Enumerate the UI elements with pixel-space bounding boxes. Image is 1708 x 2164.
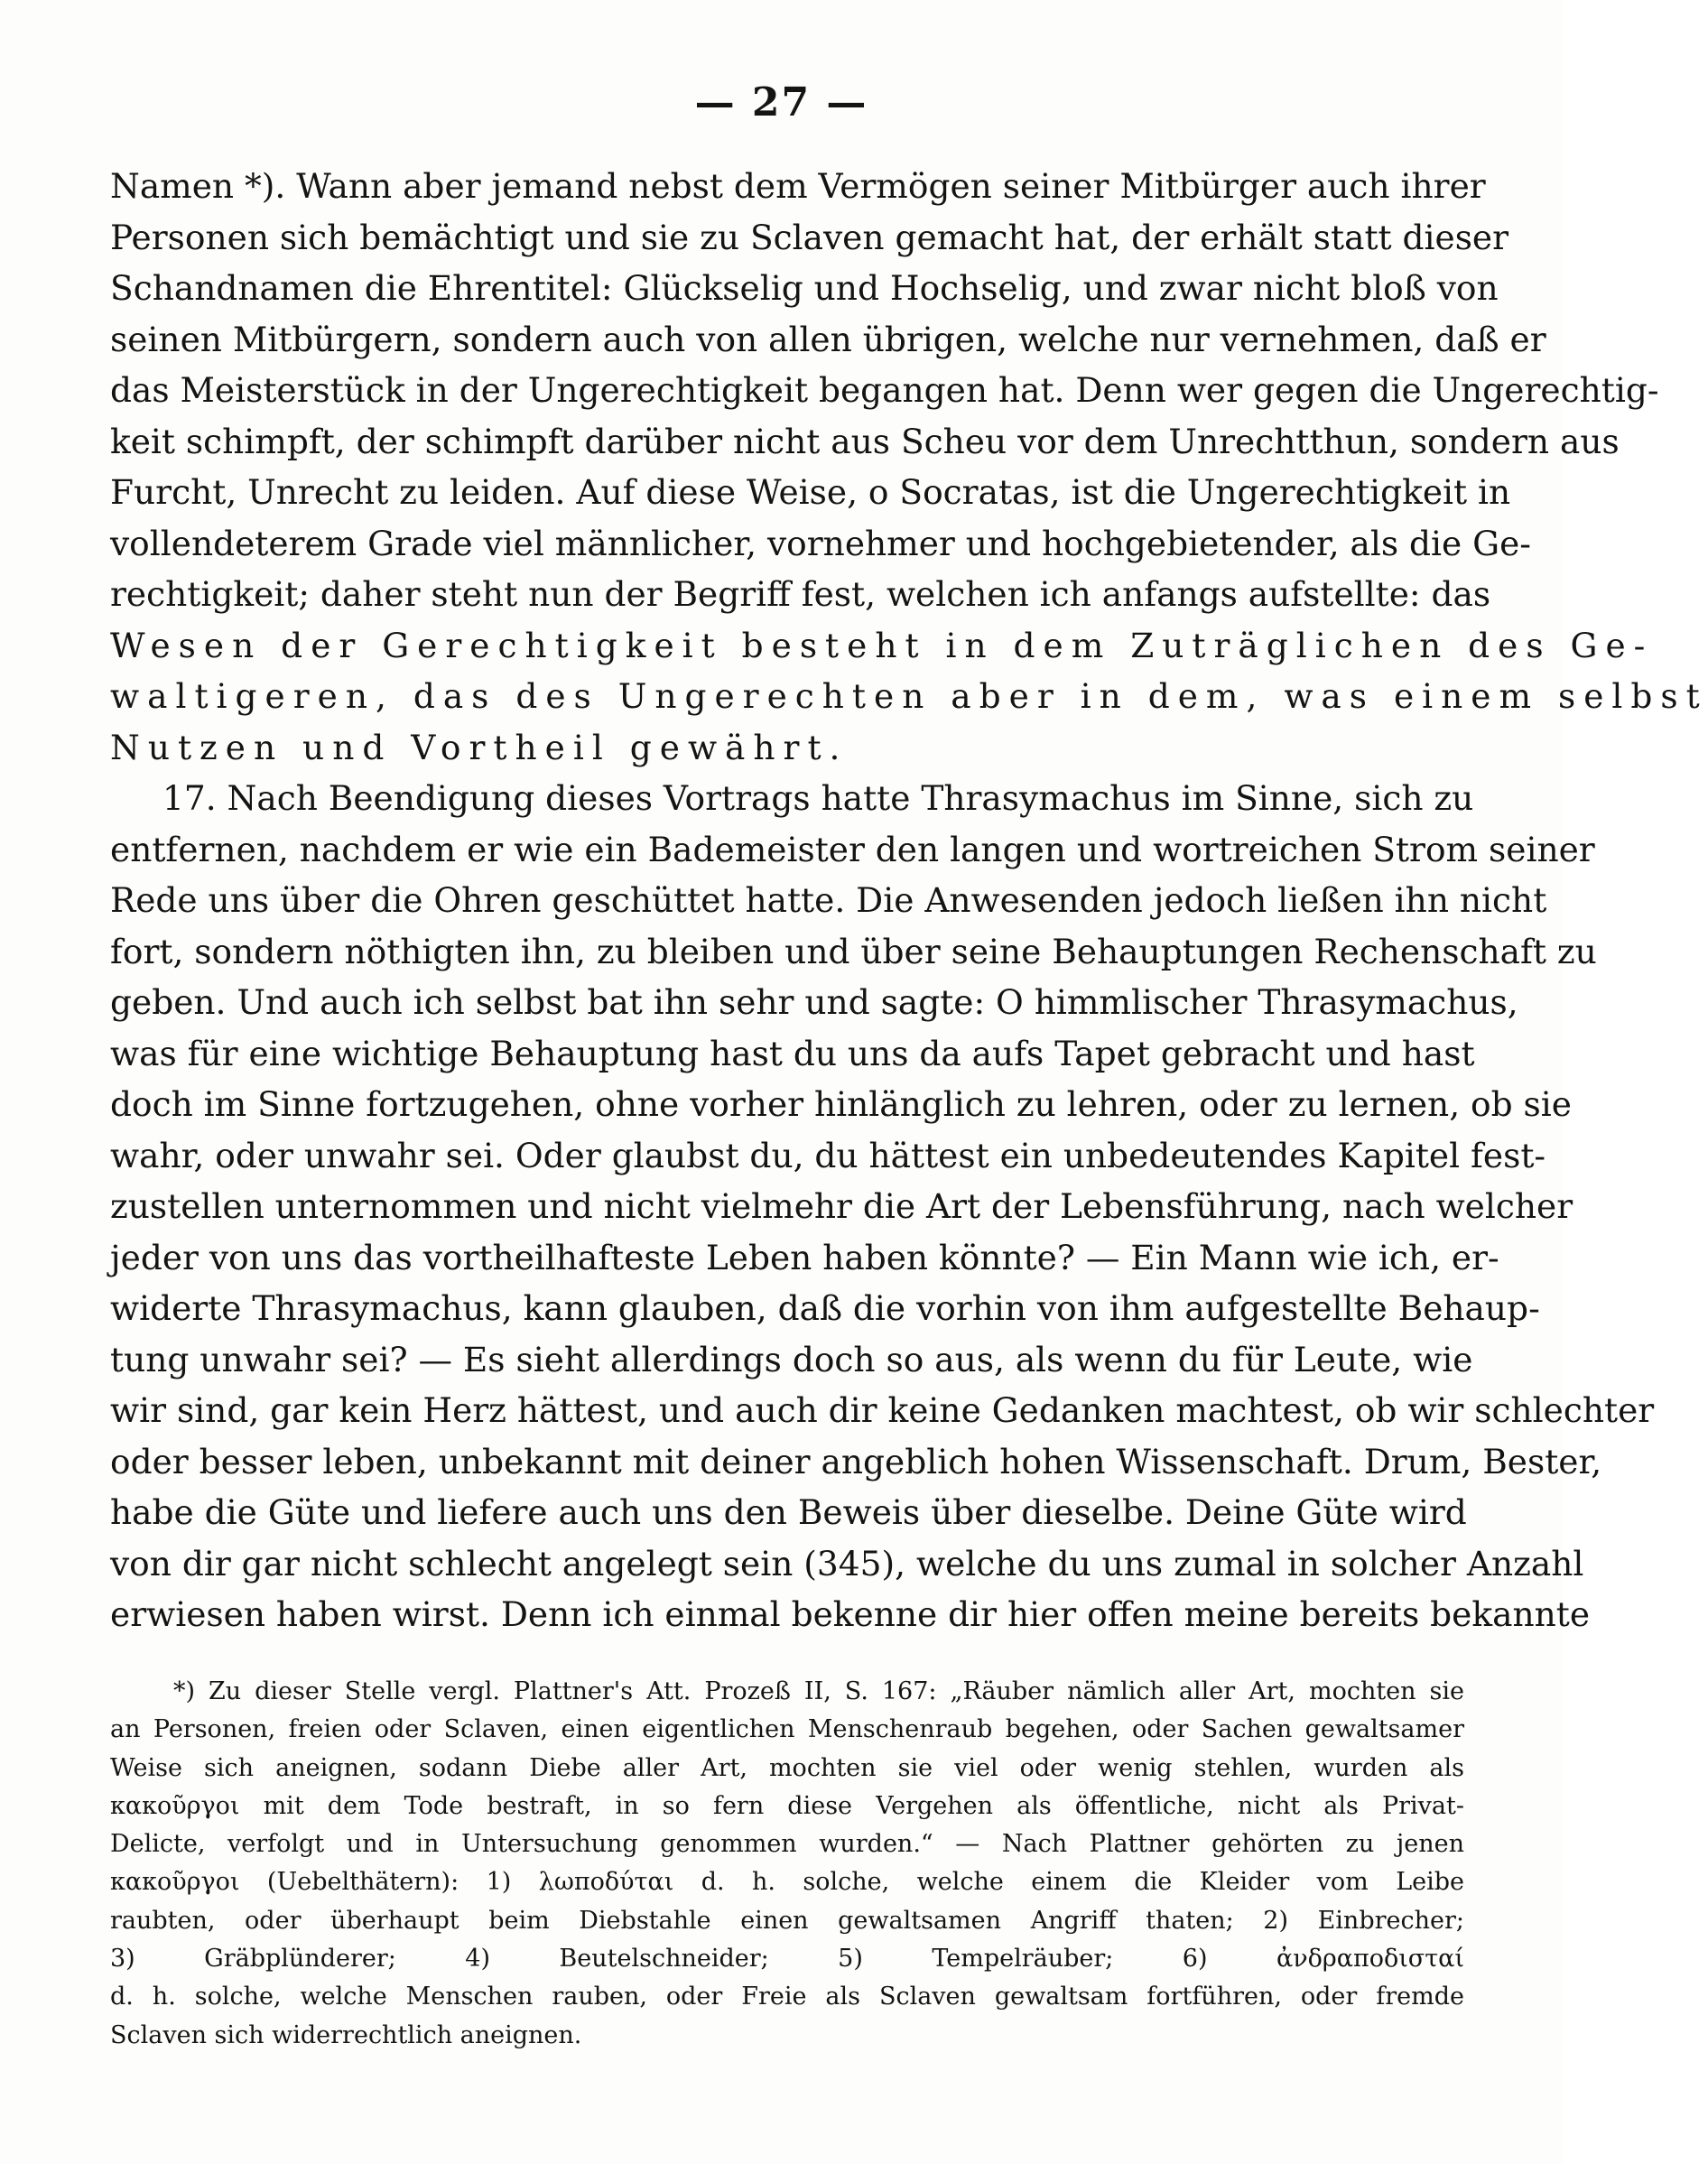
- text-line: Personen sich bemächtigt und sie zu Sclaven gemacht hat, der erhält statt dieser: [110, 217, 1509, 257]
- footnote-line: Weise sich aneignen, sodann Diebe aller Art, mochten sie viel oder wenig stehlen, wurden als: [110, 1753, 1464, 1782]
- text-line: von dir gar nicht schlecht angelegt sein (345), welche du uns zumal in solcher Anzahl: [110, 1543, 1584, 1584]
- text-line: das Meisterstück in der Ungerechtigkeit begangen hat. Denn wer gegen die Ungerechtig-: [110, 370, 1659, 410]
- text-line: Namen *). Wann aber jemand nebst dem Vermögen seiner Mitbürger auch ihrer: [110, 166, 1486, 206]
- text-line: widerte Thrasymachus, kann glauben, daß die vorhin von ihm aufgestellte Behaup-: [110, 1288, 1540, 1328]
- footnote-divider: [110, 1632, 1464, 1633]
- emphasized-text-line: Nutzen und Vortheil gewährt.: [110, 727, 849, 767]
- footnote-line: raubten, oder überhaupt beim Diebstahle einen gewaltsamen Angriff thaten; 2) Einbrecher;: [110, 1906, 1464, 1935]
- text-line: tung unwahr sei? — Es sieht allerdings doch so aus, als wenn du für Leute, wie: [110, 1339, 1473, 1379]
- text-line: seinen Mitbürgern, sondern auch von allen übrigen, welche nur vernehmen, daß er: [110, 319, 1546, 359]
- text-line: habe die Güte und liefere auch uns den Beweis über dieselbe. Deine Güte wird: [110, 1492, 1467, 1532]
- main-text: [110, 161, 1708, 1640]
- footnote-line: κακοῦργοι (Uebelthätern): 1) λωποδύται d. h. solche, welche einem die Kleider vom Leibe: [110, 1868, 1464, 1897]
- text-line: Furcht, Unrecht zu leiden. Auf diese Weise, o Socratas, ist die Ungerechtigkeit in: [110, 472, 1511, 512]
- footnote-line: Sclaven sich widerrechtlich aneignen.: [110, 2020, 582, 2049]
- footnote: [110, 1673, 1464, 2055]
- text-line: erwiesen haben wirst. Denn ich einmal bekenne dir hier offen meine bereits bekannte: [110, 1594, 1591, 1634]
- footnote-line: *) Zu dieser Stelle vergl. Plattner's Att. Prozeß II, S. 167: „Räuber nämlich aller Art, mochten sie: [173, 1677, 1464, 1705]
- text-line: fort, sondern nöthigten ihn, zu bleiben und über seine Behauptungen Rechenschaft zu: [110, 931, 1597, 971]
- text-line: vollendeterem Grade viel männlicher, vornehmer und hochgebietender, als die Ge-: [110, 523, 1531, 563]
- text-line: oder besser leben, unbekannt mit deiner angeblich hohen Wissenschaft. Drum, Bester,: [110, 1441, 1602, 1481]
- text-line: was für eine wichtige Behauptung hast du uns da aufs Tapet gebracht und hast: [110, 1033, 1475, 1073]
- text-line: wahr, oder unwahr sei. Oder glaubst du, du hättest ein unbedeutendes Kapitel fest-: [110, 1135, 1546, 1175]
- text-line: jeder von uns das vortheilhafteste Leben haben könnte? — Ein Mann wie ich, er-: [110, 1237, 1499, 1277]
- footnote-line: κακοῦργοι mit dem Tode bestraft, in so fern diese Vergehen als öffentliche, nicht als Privat-: [110, 1791, 1464, 1820]
- footnote-line: Delicte, verfolgt und in Untersuchung genommen wurden.“ — Nach Plattner gehörten zu jenen: [110, 1830, 1464, 1859]
- text-line: Rede uns über die Ohren geschüttet hatte. Die Anwesenden jedoch ließen ihn nicht: [110, 880, 1547, 920]
- emphasized-text-line: waltigeren, das des Ungerechten aber in dem, was einem selbst: [110, 676, 1708, 716]
- footnote-line: an Personen, freien oder Sclaven, einen eigentlichen Menschenraub begehen, oder Sachen gewaltsamer: [110, 1715, 1464, 1744]
- text-line: entfernen, nachdem er wie ein Bademeister den langen und wortreichen Strom seiner: [110, 829, 1595, 869]
- text-line: wir sind, gar kein Herz hättest, und auch dir keine Gedanken machtest, ob wir schlechter: [110, 1390, 1655, 1430]
- text-line: rechtigkeit; daher steht nun der Begriff fest, welchen ich anfangs aufstellte: das: [110, 574, 1491, 614]
- text-line: geben. Und auch ich selbst bat ihn sehr und sagte: O himmlischer Thrasymachus,: [110, 982, 1518, 1022]
- text-line: Schandnamen die Ehrentitel: Glückselig und Hochselig, und zwar nicht bloß von: [110, 268, 1499, 308]
- text-line: keit schimpft, der schimpft darüber nicht aus Scheu vor dem Unrechtthun, sondern aus: [110, 421, 1620, 461]
- emphasized-text-line: Wesen der Gerechtigkeit besteht in dem Zuträglichen des Ge-: [110, 625, 1654, 665]
- text-line: doch im Sinne fortzugehen, ohne vorher hinlänglich zu lehren, oder zu lernen, ob sie: [110, 1084, 1572, 1124]
- footnote-line: d. h. solche, welche Menschen rauben, oder Freie als Sclaven gewaltsam fortführen, oder fremde: [110, 1983, 1464, 2011]
- paragraph-start-line: 17. Nach Beendigung dieses Vortrags hatte Thrasymachus im Sinne, sich zu: [162, 778, 1474, 818]
- page-number: — 27 —: [694, 79, 868, 125]
- text-line: zustellen unternommen und nicht vielmehr die Art der Lebensführung, nach welcher: [110, 1186, 1573, 1226]
- footnote-line: 3) Gräbplünderer; 4) Beutelschneider; 5) Tempelräuber; 6) ἀνδραποδισταί: [110, 1945, 1464, 1974]
